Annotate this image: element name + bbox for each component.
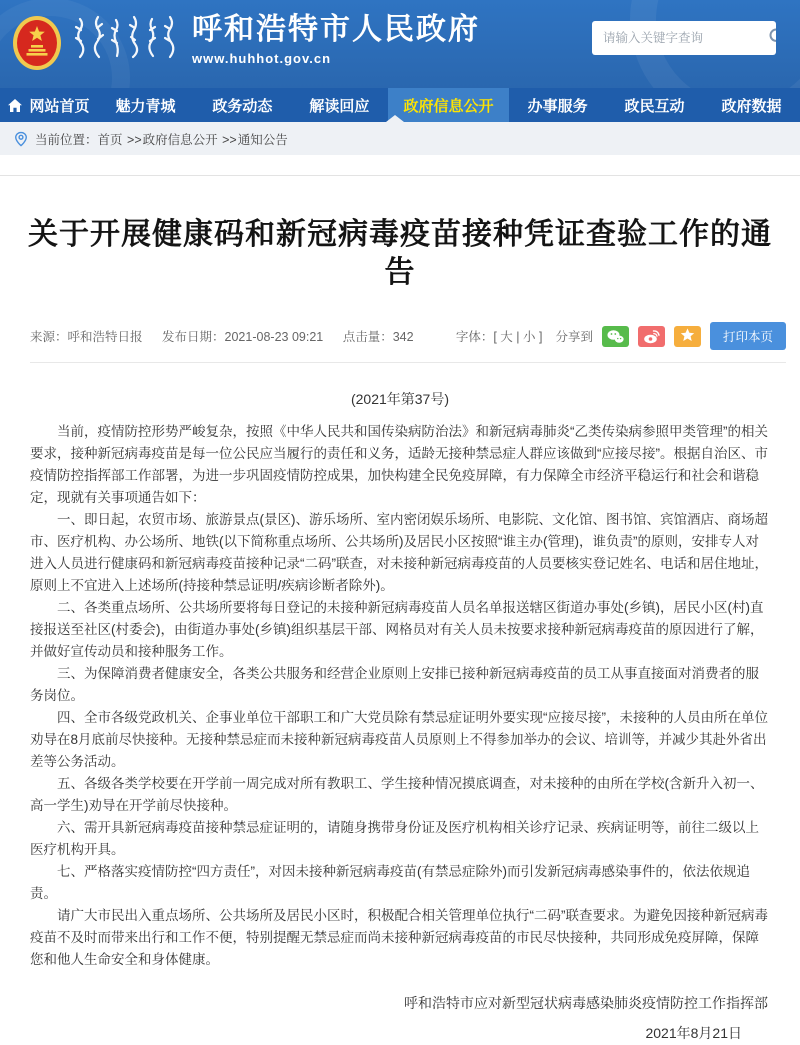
search-input[interactable]	[592, 21, 768, 55]
nav-item-2[interactable]: 政务动态	[212, 97, 273, 115]
article-paragraph-8: 请广大市民出入重点场所、公共场所及居民小区时，积极配合相关管理单位执行“二码”联查要求。为避免因接种新冠病毒疫苗不及时而带来出行和工作不便，特别提醒无禁忌症而尚未接种新冠病毒疫苗的市民尽快接种，共同形成免疫屏障，保障您和他人生命安全和身体健康。	[30, 908, 768, 967]
site-url: www.huhhot.gov.cn	[192, 51, 332, 66]
breadcrumb-link[interactable]: 首页	[97, 132, 123, 147]
article-paragraph-3: 三、为保障消费者健康安全，各类公共服务和经营企业原则上安排已接种新冠病毒疫苗的员工从事直接面对消费者的服务岗位。	[30, 666, 759, 703]
article-paragraph-2: 二、各类重点场所、公共场所要将每日登记的未接种新冠病毒疫苗人员名单报送辖区街道办事处(乡镇)，居民小区(村)直接报送至社区(村委会)，由街道办事处(乡镇)组织基层干部、网格员对有关人员未按要求接种新冠病毒疫苗的原因进行了解，并做好宣传动员和接种服务工作。	[30, 600, 764, 659]
font-smaller-button[interactable]: 小	[523, 330, 536, 344]
nav-item-4[interactable]: 政府信息公开	[388, 88, 509, 122]
share-label: 分享到	[555, 330, 593, 344]
search-icon	[768, 27, 776, 49]
site-title: 呼和浩特市人民政府	[192, 13, 480, 46]
article-paragraph-0: 当前，疫情防控形势严峻复杂，按照《中华人民共和国传染病防治法》和新冠病毒肺炎“乙类传染病参照甲类管理”的相关要求，接种新冠病毒疫苗是每一位公民应当履行的责任和义务，适龄无接种禁忌症人群应该做到“应接尽接”。根据自治区、市疫情防控指挥部工作部署，为进一步巩固疫情防控成果，加快构建全民免疫屏障，有力保障全市经济平稳运行和社会和谐稳定，现就有关事项通告如下：	[30, 424, 768, 505]
article-container	[0, 175, 800, 1045]
wechat-icon	[607, 329, 624, 344]
article-paragraph-4: 四、全市各级党政机关、企事业单位干部职工和广大党员除有禁忌症证明外要实现“应接尽接”，未接种的人员由所在单位劝导在8月底前尽快接种。无接种禁忌症而未接种新冠病毒疫苗人员原则上不得参加举办的会议、培训等，并减少其赴外省出差等公务活动。	[30, 710, 768, 769]
article-paragraph-7: 七、严格落实疫情防控“四方责任”，对因未接种新冠病毒疫苗(有禁忌症除外)而引发新冠病毒感染事件的，依法依规追责。	[30, 864, 750, 901]
page-title: 关于开展健康码和新冠病毒疫苗接种凭证查验工作的通告	[28, 218, 772, 289]
share-wechat-button[interactable]	[602, 326, 629, 347]
meta-publish-date: 发布日期：2021-08-23 09:21	[162, 330, 324, 344]
location-pin-icon	[14, 131, 28, 147]
share-weibo-button[interactable]	[638, 326, 665, 347]
breadcrumb-link[interactable]: 通知公告	[237, 132, 288, 147]
document-number: (2021年第37号)	[350, 391, 450, 407]
breadcrumb-item-1	[126, 133, 218, 147]
breadcrumb-item-0	[98, 133, 123, 147]
national-emblem-logo	[12, 15, 62, 71]
breadcrumb-link[interactable]: 政府信息公开	[142, 132, 218, 147]
print-page-button[interactable]: 打印本页	[710, 322, 786, 350]
article-paragraph-5: 五、各级各类学校要在开学前一周完成对所有教职工、学生接种情况摸底调查，对未接种的由所在学校(含新升入初一、高一学生)劝导在开学前尽快接种。	[30, 776, 764, 813]
search-box	[592, 21, 776, 55]
breadcrumb-item-2	[221, 133, 288, 147]
article-body	[0, 409, 800, 971]
site-title-block	[192, 12, 480, 66]
signature-organization: 呼和浩特市应对新型冠状病毒感染肺炎疫情防控工作指挥部	[404, 995, 768, 1011]
nav-item-1[interactable]: 魅力青城	[115, 97, 176, 115]
article-paragraph-1: 一、即日起，农贸市场、旅游景点(景区)、游乐场所、室内密闭娱乐场所、电影院、文化馆、图书馆、宾馆酒店、商场超市、医疗机构、办公场所、地铁(以下简称重点场所、公共场所)及居民小区按照“谁主办(管理)，谁负责”的原则，安排专人对进入人员进行健康码和新冠病毒疫苗接种记录“二码”联查，对未接种新冠病毒疫苗的人员要核实登记姓名、电话和居住地址，原则上不宜进入上述场所(持接种禁忌证明/疾病诊断者除外)。	[30, 512, 768, 593]
font-size-control: 字体：[ 大 | 小 ]	[455, 330, 543, 344]
home-icon	[7, 98, 23, 113]
star-icon	[680, 328, 695, 344]
article-paragraph-6: 六、需开具新冠病毒疫苗接种禁忌症证明的，请随身携带身份证及医疗机构相关诊疗记录、疾病证明等，前往二级以上医疗机构开具。	[30, 820, 759, 857]
mongolian-script	[72, 13, 184, 76]
font-larger-button[interactable]: 大	[500, 330, 513, 344]
spacer	[0, 155, 800, 175]
nav-item-3[interactable]: 解读回应	[309, 97, 370, 115]
weibo-icon	[643, 329, 660, 344]
breadcrumb-path	[98, 130, 288, 148]
breadcrumb	[0, 122, 800, 155]
nav-item-0[interactable]: 网站首页	[0, 88, 97, 122]
nav-item-6[interactable]: 政民互动	[624, 97, 685, 115]
favorite-button[interactable]	[674, 326, 701, 347]
site-header	[0, 0, 800, 88]
article-meta-right	[456, 322, 786, 350]
signature-date: 2021年8月21日	[645, 1025, 742, 1041]
article-meta-left	[30, 327, 430, 345]
breadcrumb-separator: >>	[127, 132, 142, 147]
breadcrumb-separator: >>	[222, 132, 237, 147]
signature-block	[0, 991, 800, 1045]
nav-item-5[interactable]: 办事服务	[527, 97, 588, 115]
nav-item-7[interactable]: 政府数据	[721, 97, 782, 115]
meta-source: 来源：呼和浩特日报	[30, 330, 143, 344]
breadcrumb-prefix: 当前位置：	[35, 132, 98, 147]
article-meta-row	[30, 322, 786, 363]
meta-hit-count: 点击量：342	[342, 330, 414, 344]
search-button[interactable]	[768, 21, 776, 55]
